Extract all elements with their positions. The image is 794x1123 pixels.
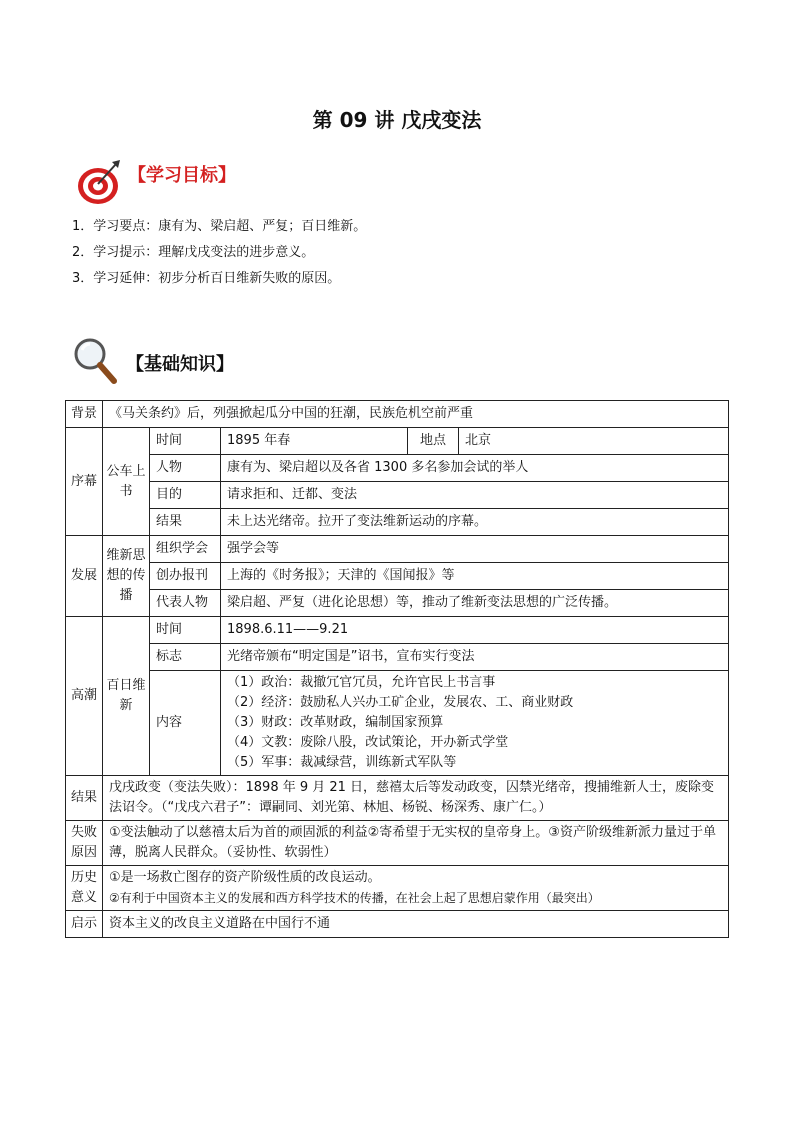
prelude-result-label: 结果 bbox=[150, 509, 221, 536]
development-row-label: 创办报刊 bbox=[150, 563, 221, 590]
page-title: 第 09 讲 戊戌变法 bbox=[312, 108, 482, 132]
prelude-people: 康有为、梁启超以及各省 1300 多名参加会试的举人 bbox=[221, 455, 729, 482]
development-row-text: 上海的《时务报》；天津的《国闻报》等 bbox=[221, 563, 729, 590]
lesson-label: 启示 bbox=[66, 911, 103, 938]
climax-content-item: （1）政治：裁撤冗官冗员，允许官民上书言事 bbox=[227, 675, 496, 690]
climax-sign-label: 标志 bbox=[150, 644, 221, 671]
climax-content-item: （2）经济：鼓励私人兴办工矿企业，发展农、工、商业财政 bbox=[227, 695, 574, 710]
magnifier-icon bbox=[72, 336, 120, 390]
failure-text: ①变法触动了以慈禧太后为首的顽固派的利益②寄希望于无实权的皇帝身上。③资产阶级维新派力量过于单薄，脱离人民群众。（妥协性、软弱性） bbox=[103, 821, 729, 866]
result-label: 结果 bbox=[66, 776, 103, 821]
prelude-place: 北京 bbox=[459, 428, 729, 455]
result-text: 戊戌政变（变法失败）：1898 年 9 月 21 日，慈禧太后等发动政变，囚禁光绪帝，搜捕维新人士，废除变法诏令。（“戊戌六君子”：谭嗣同、刘光第、林旭、杨锐、杨深秀、康广仁。） bbox=[103, 776, 729, 821]
development-row-text: 梁启超、严复（进化论思想）等，推动了维新变法思想的广泛传播。 bbox=[221, 590, 729, 617]
development-label: 发展 bbox=[66, 536, 103, 617]
development-sub: 维新思想的传播 bbox=[103, 536, 150, 617]
goal-item: 3．学习延伸：初步分析百日维新失败的原因。 bbox=[72, 271, 341, 286]
prelude-people-label: 人物 bbox=[150, 455, 221, 482]
significance-item: ①是一场救亡图存的资产阶级性质的改良运动。 bbox=[109, 870, 381, 885]
development-row-label: 组织学会 bbox=[150, 536, 221, 563]
climax-time-label: 时间 bbox=[150, 617, 221, 644]
prelude-time: 1895 年春 bbox=[221, 428, 408, 455]
climax-content-item: （3）财政：改革财政，编制国家预算 bbox=[227, 715, 444, 730]
goals-list bbox=[72, 214, 366, 292]
prelude-time-label: 时间 bbox=[150, 428, 221, 455]
background-text: 《马关条约》后，列强掀起瓜分中国的狂潮，民族危机空前严重 bbox=[103, 401, 729, 428]
prelude-purpose: 请求拒和、迁都、变法 bbox=[221, 482, 729, 509]
prelude-place-label: 地点 bbox=[408, 428, 459, 455]
climax-content-item: （5）军事：裁减绿营，训练新式军队等 bbox=[227, 755, 457, 770]
background-label: 背景 bbox=[66, 401, 103, 428]
goal-item: 1．学习要点：康有为、梁启超、严复；百日维新。 bbox=[72, 219, 367, 234]
failure-label: 失败原因 bbox=[66, 821, 103, 866]
development-row-label: 代表人物 bbox=[150, 590, 221, 617]
climax-content-label: 内容 bbox=[150, 671, 221, 776]
climax-content-item: （4）文教：废除八股，改试策论，开办新式学堂 bbox=[227, 735, 509, 750]
climax-sub: 百日维新 bbox=[103, 617, 150, 776]
prelude-sub: 公车上书 bbox=[103, 428, 150, 536]
significance-text bbox=[103, 866, 729, 911]
lesson-text: 资本主义的改良主义道路在中国行不通 bbox=[103, 911, 729, 938]
significance-item: ②有利于中国资本主义的发展和西方科学技术的传播，在社会上起了思想启蒙作用（最突出） bbox=[109, 891, 600, 905]
development-row-text: 强学会等 bbox=[221, 536, 729, 563]
climax-content bbox=[221, 671, 729, 776]
goal-item: 2．学习提示：理解戊戌变法的进步意义。 bbox=[72, 245, 315, 260]
goals-title: 【学习目标】 bbox=[128, 165, 236, 186]
climax-label: 高潮 bbox=[66, 617, 103, 776]
significance-label: 历史意义 bbox=[66, 866, 103, 911]
goals-header bbox=[72, 160, 236, 210]
target-icon bbox=[72, 160, 122, 210]
knowledge-header bbox=[72, 336, 234, 390]
prelude-result: 未上达光绪帝。拉开了变法维新运动的序幕。 bbox=[221, 509, 729, 536]
climax-sign: 光绪帝颁布“明定国是”诏书，宣布实行变法 bbox=[221, 644, 729, 671]
knowledge-title: 【基础知识】 bbox=[126, 354, 234, 375]
prelude-purpose-label: 目的 bbox=[150, 482, 221, 509]
climax-time: 1898.6.11——9.21 bbox=[221, 617, 729, 644]
knowledge-table bbox=[65, 400, 729, 938]
prelude-label: 序幕 bbox=[66, 428, 103, 536]
